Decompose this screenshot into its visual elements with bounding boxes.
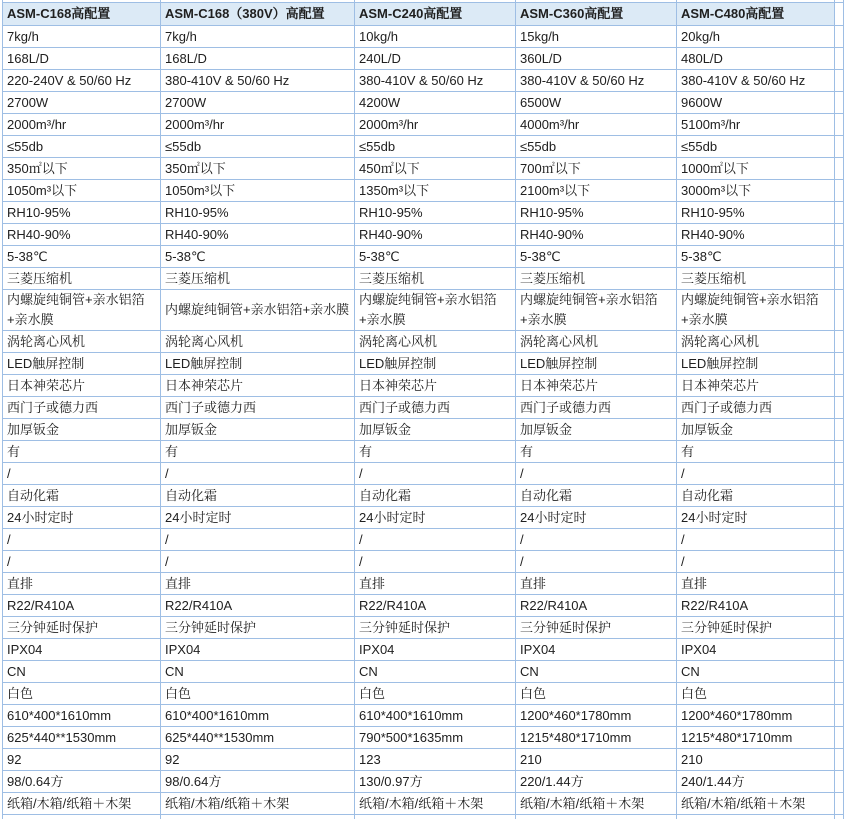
grid-spacer-cell bbox=[835, 815, 844, 819]
table-cell[interactable]: 涡轮离心风机 bbox=[677, 331, 835, 353]
table-cell[interactable]: 1215*480*1710mm bbox=[677, 727, 835, 749]
grid-spacer-cell bbox=[835, 202, 844, 224]
table-cell[interactable]: 加厚钣金 bbox=[2, 419, 161, 441]
table-cell[interactable]: 1050m³以下 bbox=[2, 180, 161, 202]
table-cell[interactable]: 有 bbox=[161, 441, 355, 463]
grid-spacer-cell bbox=[835, 441, 844, 463]
table-cell[interactable]: 2100m³以下 bbox=[516, 180, 677, 202]
table-cell[interactable]: 三分钟延时保护 bbox=[516, 617, 677, 639]
table-row bbox=[2, 463, 844, 485]
table-row bbox=[2, 92, 844, 114]
table-cell[interactable]: 日本神荣芯片 bbox=[516, 375, 677, 397]
table-cell[interactable]: 24小时定时 bbox=[2, 507, 161, 529]
grid-spacer-cell bbox=[835, 158, 844, 180]
table-cell[interactable]: 9600W bbox=[677, 92, 835, 114]
grid-spacer-cell bbox=[835, 114, 844, 136]
table-cell[interactable]: 5100m³/hr bbox=[677, 114, 835, 136]
table-cell[interactable]: 西门子或德力西 bbox=[677, 397, 835, 419]
table-cell[interactable]: RH10-95% bbox=[355, 202, 516, 224]
table-cell[interactable]: 日本神荣芯片 bbox=[2, 375, 161, 397]
table-row bbox=[2, 375, 844, 397]
table-cell[interactable]: 123 bbox=[355, 749, 516, 771]
table-cell[interactable]: RH10-95% bbox=[677, 202, 835, 224]
table-cell[interactable]: 三菱压缩机 bbox=[161, 268, 355, 290]
grid-spacer-cell bbox=[835, 331, 844, 353]
table-cell[interactable]: / bbox=[516, 551, 677, 573]
table-cell[interactable]: 三菱压缩机 bbox=[2, 268, 161, 290]
grid-spacer-cell bbox=[835, 683, 844, 705]
table-cell[interactable]: 直排 bbox=[2, 573, 161, 595]
table-cell[interactable]: 7kg/h bbox=[161, 26, 355, 48]
column-header[interactable]: ASM-C480高配置 bbox=[677, 3, 835, 26]
table-cell[interactable]: 三分钟延时保护 bbox=[2, 617, 161, 639]
table-cell[interactable]: 15kg/h bbox=[516, 26, 677, 48]
table-cell[interactable]: 2700W bbox=[2, 92, 161, 114]
table-row bbox=[2, 485, 844, 507]
grid-spacer-cell bbox=[835, 529, 844, 551]
table-cell[interactable]: 加厚钣金 bbox=[161, 419, 355, 441]
table-cell[interactable]: 1200*460*1780mm bbox=[516, 705, 677, 727]
table-cell[interactable]: 直排 bbox=[161, 573, 355, 595]
table-cell[interactable]: 有 bbox=[355, 441, 516, 463]
grid-spacer-cell bbox=[355, 815, 516, 819]
table-cell[interactable]: 纸箱/木箱/纸箱＋木架 bbox=[2, 793, 161, 815]
table-cell[interactable]: 日本神荣芯片 bbox=[677, 375, 835, 397]
table-cell[interactable]: / bbox=[355, 551, 516, 573]
table-cell[interactable]: 5-38℃ bbox=[2, 246, 161, 268]
table-row bbox=[2, 290, 844, 331]
table-cell[interactable]: 有 bbox=[516, 441, 677, 463]
grid-spacer-cell bbox=[835, 551, 844, 573]
table-cell[interactable]: 10kg/h bbox=[355, 26, 516, 48]
column-header[interactable]: ASM-C360高配置 bbox=[516, 3, 677, 26]
table-cell[interactable]: 2000m³/hr bbox=[355, 114, 516, 136]
table-row bbox=[2, 136, 844, 158]
table-cell[interactable]: IPX04 bbox=[516, 639, 677, 661]
table-cell[interactable]: 2000m³/hr bbox=[161, 114, 355, 136]
table-cell[interactable]: ≤55db bbox=[677, 136, 835, 158]
grid-spacer-cell bbox=[161, 815, 355, 819]
table-cell[interactable]: 480L/D bbox=[677, 48, 835, 70]
table-cell[interactable]: 3000m³以下 bbox=[677, 180, 835, 202]
table-cell[interactable]: 380-410V & 50/60 Hz bbox=[677, 70, 835, 92]
table-row bbox=[2, 224, 844, 246]
table-cell[interactable]: IPX04 bbox=[355, 639, 516, 661]
table-cell[interactable]: 内螺旋纯铜管+亲水铝箔+亲水膜 bbox=[355, 290, 516, 331]
table-cell[interactable]: CN bbox=[161, 661, 355, 683]
table-cell[interactable]: / bbox=[2, 463, 161, 485]
table-row bbox=[2, 158, 844, 180]
table-cell[interactable]: 790*500*1635mm bbox=[355, 727, 516, 749]
grid-spacer-cell bbox=[835, 268, 844, 290]
table-cell[interactable]: 三菱压缩机 bbox=[355, 268, 516, 290]
table-cell[interactable]: 24小时定时 bbox=[516, 507, 677, 529]
table-cell[interactable]: 2000m³/hr bbox=[2, 114, 161, 136]
grid-spacer-cell bbox=[835, 705, 844, 727]
table-cell[interactable]: R22/R410A bbox=[677, 595, 835, 617]
table-cell[interactable]: 220/1.44方 bbox=[516, 771, 677, 793]
table-cell[interactable]: 98/0.64方 bbox=[2, 771, 161, 793]
table-cell[interactable]: 24小时定时 bbox=[161, 507, 355, 529]
grid-spacer-cell bbox=[835, 771, 844, 793]
grid-spacer-cell bbox=[835, 136, 844, 158]
grid-spacer-cell bbox=[835, 485, 844, 507]
table-cell[interactable]: 加厚钣金 bbox=[355, 419, 516, 441]
table-cell[interactable]: / bbox=[677, 463, 835, 485]
table-cell[interactable]: 涡轮离心风机 bbox=[161, 331, 355, 353]
table-row bbox=[2, 639, 844, 661]
table-cell[interactable]: 西门子或德力西 bbox=[355, 397, 516, 419]
table-row bbox=[2, 595, 844, 617]
table-row bbox=[2, 114, 844, 136]
table-cell[interactable]: / bbox=[161, 463, 355, 485]
table-row bbox=[2, 246, 844, 268]
grid-spacer-cell bbox=[835, 661, 844, 683]
grid-spacer-cell bbox=[835, 48, 844, 70]
table-cell[interactable]: LED触屏控制 bbox=[355, 353, 516, 375]
table-cell[interactable]: LED触屏控制 bbox=[516, 353, 677, 375]
table-cell[interactable]: 450㎡以下 bbox=[355, 158, 516, 180]
table-cell[interactable]: 涡轮离心风机 bbox=[355, 331, 516, 353]
grid-spacer-cell bbox=[835, 92, 844, 114]
table-cell[interactable]: 内螺旋纯铜管+亲水铝箔+亲水膜 bbox=[516, 290, 677, 331]
grid-spacer-cell bbox=[835, 290, 844, 331]
table-cell[interactable]: 210 bbox=[677, 749, 835, 771]
table-cell[interactable]: 自动化霜 bbox=[516, 485, 677, 507]
table-cell[interactable]: / bbox=[677, 551, 835, 573]
table-cell[interactable]: 日本神荣芯片 bbox=[161, 375, 355, 397]
table-cell[interactable]: IPX04 bbox=[2, 639, 161, 661]
table-cell[interactable]: 1200*460*1780mm bbox=[677, 705, 835, 727]
table-row bbox=[2, 441, 844, 463]
table-cell[interactable]: 24小时定时 bbox=[677, 507, 835, 529]
table-cell[interactable]: RH40-90% bbox=[161, 224, 355, 246]
table-cell[interactable]: / bbox=[2, 529, 161, 551]
table-row bbox=[2, 617, 844, 639]
table-cell[interactable]: / bbox=[2, 551, 161, 573]
table-cell[interactable]: 4000m³/hr bbox=[516, 114, 677, 136]
table-row bbox=[2, 749, 844, 771]
table-cell[interactable]: / bbox=[516, 463, 677, 485]
table-cell[interactable]: 西门子或德力西 bbox=[161, 397, 355, 419]
grid-spacer-cell bbox=[835, 70, 844, 92]
spec-table bbox=[2, 0, 844, 819]
table-cell[interactable]: 380-410V & 50/60 Hz bbox=[161, 70, 355, 92]
grid-spacer-cell bbox=[835, 246, 844, 268]
table-row bbox=[2, 397, 844, 419]
table-cell[interactable]: IPX04 bbox=[161, 639, 355, 661]
table-cell[interactable]: CN bbox=[516, 661, 677, 683]
table-cell[interactable]: 白色 bbox=[516, 683, 677, 705]
table-cell[interactable]: R22/R410A bbox=[2, 595, 161, 617]
table-cell[interactable]: / bbox=[677, 529, 835, 551]
table-cell[interactable]: 直排 bbox=[516, 573, 677, 595]
table-row bbox=[2, 507, 844, 529]
grid-spacer-cell bbox=[2, 815, 161, 819]
table-cell[interactable]: 有 bbox=[677, 441, 835, 463]
table-cell[interactable]: 350㎡以下 bbox=[161, 158, 355, 180]
table-cell[interactable]: LED触屏控制 bbox=[677, 353, 835, 375]
table-cell[interactable]: LED触屏控制 bbox=[161, 353, 355, 375]
table-cell[interactable]: 7kg/h bbox=[2, 26, 161, 48]
table-cell[interactable]: 白色 bbox=[161, 683, 355, 705]
table-cell[interactable]: 三分钟延时保护 bbox=[161, 617, 355, 639]
table-cell[interactable]: 380-410V & 50/60 Hz bbox=[355, 70, 516, 92]
table-cell[interactable]: ≤55db bbox=[2, 136, 161, 158]
table-cell[interactable]: ≤55db bbox=[161, 136, 355, 158]
grid-spacer-cell bbox=[835, 224, 844, 246]
table-row bbox=[2, 331, 844, 353]
grid-spacer-cell bbox=[835, 727, 844, 749]
table-cell[interactable]: 610*400*1610mm bbox=[355, 705, 516, 727]
table-cell[interactable]: 直排 bbox=[677, 573, 835, 595]
table-cell[interactable]: RH10-95% bbox=[516, 202, 677, 224]
grid-spacer-cell bbox=[835, 463, 844, 485]
table-row bbox=[2, 661, 844, 683]
table-cell[interactable]: CN bbox=[355, 661, 516, 683]
table-cell[interactable]: 92 bbox=[161, 749, 355, 771]
table-cell[interactable]: 纸箱/木箱/纸箱＋木架 bbox=[516, 793, 677, 815]
table-cell[interactable]: 380-410V & 50/60 Hz bbox=[516, 70, 677, 92]
table-cell[interactable]: 内螺旋纯铜管+亲水铝箔+亲水膜 bbox=[677, 290, 835, 331]
table-cell[interactable]: / bbox=[355, 463, 516, 485]
table-cell[interactable]: 168L/D bbox=[2, 48, 161, 70]
table-cell[interactable]: 三分钟延时保护 bbox=[677, 617, 835, 639]
table-cell[interactable]: 白色 bbox=[355, 683, 516, 705]
table-cell[interactable]: 西门子或德力西 bbox=[2, 397, 161, 419]
table-cell[interactable]: ≤55db bbox=[355, 136, 516, 158]
grid-spacer-cell bbox=[835, 375, 844, 397]
table-cell[interactable]: 350㎡以下 bbox=[2, 158, 161, 180]
table-cell[interactable]: RH40-90% bbox=[516, 224, 677, 246]
table-cell[interactable]: 168L/D bbox=[161, 48, 355, 70]
table-row bbox=[2, 705, 844, 727]
table-cell[interactable]: 130/0.97方 bbox=[355, 771, 516, 793]
table-cell[interactable]: 5-38℃ bbox=[355, 246, 516, 268]
table-cell[interactable]: 自动化霜 bbox=[161, 485, 355, 507]
table-cell[interactable]: 24小时定时 bbox=[355, 507, 516, 529]
table-cell[interactable]: 5-38℃ bbox=[161, 246, 355, 268]
table-cell[interactable]: 加厚钣金 bbox=[677, 419, 835, 441]
table-cell[interactable]: 2700W bbox=[161, 92, 355, 114]
table-row bbox=[2, 48, 844, 70]
table-row bbox=[2, 727, 844, 749]
table-cell[interactable]: 610*400*1610mm bbox=[161, 705, 355, 727]
column-header[interactable]: ASM-C168高配置 bbox=[2, 3, 161, 26]
table-cell[interactable]: LED触屏控制 bbox=[2, 353, 161, 375]
table-cell[interactable]: IPX04 bbox=[677, 639, 835, 661]
table-cell[interactable]: 220-240V & 50/60 Hz bbox=[2, 70, 161, 92]
table-cell[interactable]: / bbox=[355, 529, 516, 551]
table-row bbox=[2, 573, 844, 595]
table-row bbox=[2, 683, 844, 705]
table-cell[interactable]: 自动化霜 bbox=[355, 485, 516, 507]
table-cell[interactable]: 98/0.64方 bbox=[161, 771, 355, 793]
grid-spacer-cell bbox=[677, 815, 835, 819]
table-cell[interactable]: 白色 bbox=[2, 683, 161, 705]
table-cell[interactable]: 4200W bbox=[355, 92, 516, 114]
table-cell[interactable]: 5-38℃ bbox=[677, 246, 835, 268]
table-cell[interactable]: 625*440**1530mm bbox=[2, 727, 161, 749]
table-cell[interactable]: 纸箱/木箱/纸箱＋木架 bbox=[355, 793, 516, 815]
table-cell[interactable]: 20kg/h bbox=[677, 26, 835, 48]
table-cell[interactable]: 5-38℃ bbox=[516, 246, 677, 268]
grid-spacer-cell bbox=[835, 3, 844, 26]
table-cell[interactable]: 日本神荣芯片 bbox=[355, 375, 516, 397]
table-cell[interactable]: 自动化霜 bbox=[677, 485, 835, 507]
table-cell[interactable]: 加厚钣金 bbox=[516, 419, 677, 441]
table-cell[interactable]: 1350m³以下 bbox=[355, 180, 516, 202]
grid-spacer-cell bbox=[835, 749, 844, 771]
table-cell[interactable]: 700㎡以下 bbox=[516, 158, 677, 180]
table-cell[interactable]: 纸箱/木箱/纸箱＋木架 bbox=[161, 793, 355, 815]
table-row bbox=[2, 180, 844, 202]
table-cell[interactable]: / bbox=[161, 551, 355, 573]
grid-spacer-cell bbox=[835, 397, 844, 419]
table-cell[interactable]: CN bbox=[2, 661, 161, 683]
table-cell[interactable]: 涡轮离心风机 bbox=[516, 331, 677, 353]
grid-spacer-cell bbox=[835, 573, 844, 595]
table-cell[interactable]: 三分钟延时保护 bbox=[355, 617, 516, 639]
column-header[interactable]: ASM-C168（380V）高配置 bbox=[161, 3, 355, 26]
table-cell[interactable]: 360L/D bbox=[516, 48, 677, 70]
table-row bbox=[2, 793, 844, 815]
table-cell[interactable]: CN bbox=[677, 661, 835, 683]
table-cell[interactable]: 625*440**1530mm bbox=[161, 727, 355, 749]
table-cell[interactable]: 西门子或德力西 bbox=[516, 397, 677, 419]
table-cell[interactable]: RH40-90% bbox=[355, 224, 516, 246]
table-cell[interactable]: 有 bbox=[2, 441, 161, 463]
grid-spacer-cell bbox=[835, 793, 844, 815]
table-row bbox=[2, 202, 844, 224]
table-cell[interactable]: 内螺旋纯铜管+亲水铝箔+亲水膜 bbox=[2, 290, 161, 331]
table-cell[interactable]: 涡轮离心风机 bbox=[2, 331, 161, 353]
table-row bbox=[2, 26, 844, 48]
table-cell[interactable]: R22/R410A bbox=[355, 595, 516, 617]
table-cell[interactable]: 内螺旋纯铜管+亲水铝箔+亲水膜 bbox=[161, 290, 355, 331]
table-cell[interactable]: 610*400*1610mm bbox=[2, 705, 161, 727]
table-row bbox=[2, 353, 844, 375]
table-cell[interactable]: 1000㎡以下 bbox=[677, 158, 835, 180]
grid-spacer-cell bbox=[835, 419, 844, 441]
table-cell[interactable]: R22/R410A bbox=[161, 595, 355, 617]
grid-spacer-cell bbox=[835, 639, 844, 661]
table-row bbox=[2, 419, 844, 441]
table-row bbox=[2, 771, 844, 793]
table-cell[interactable]: 1215*480*1710mm bbox=[516, 727, 677, 749]
table-row bbox=[2, 70, 844, 92]
table-cell[interactable]: ≤55db bbox=[516, 136, 677, 158]
table-cell[interactable]: 自动化霜 bbox=[2, 485, 161, 507]
table-cell[interactable]: 210 bbox=[516, 749, 677, 771]
table-cell[interactable]: / bbox=[161, 529, 355, 551]
table-cell[interactable]: / bbox=[516, 529, 677, 551]
spec-table-body bbox=[2, 0, 844, 819]
table-cell[interactable]: 92 bbox=[2, 749, 161, 771]
table-cell[interactable]: RH40-90% bbox=[677, 224, 835, 246]
table-cell[interactable]: 6500W bbox=[516, 92, 677, 114]
grid-spacer-cell bbox=[835, 353, 844, 375]
table-cell[interactable]: RH10-95% bbox=[161, 202, 355, 224]
grid-spacer-cell bbox=[835, 507, 844, 529]
table-row bbox=[2, 551, 844, 573]
table-cell[interactable]: 1050m³以下 bbox=[161, 180, 355, 202]
grid-spacer-cell bbox=[835, 180, 844, 202]
grid-spacer-cell bbox=[835, 617, 844, 639]
grid-spacer-cell bbox=[516, 815, 677, 819]
table-cell[interactable]: RH10-95% bbox=[2, 202, 161, 224]
table-row bbox=[2, 529, 844, 551]
table-cell[interactable]: 240L/D bbox=[355, 48, 516, 70]
table-cell[interactable]: 240/1.44方 bbox=[677, 771, 835, 793]
table-cell[interactable]: R22/R410A bbox=[516, 595, 677, 617]
table-cell[interactable]: 白色 bbox=[677, 683, 835, 705]
table-cell[interactable]: 三菱压缩机 bbox=[677, 268, 835, 290]
table-cell[interactable]: 直排 bbox=[355, 573, 516, 595]
table-cell[interactable]: RH40-90% bbox=[2, 224, 161, 246]
grid-spacer-cell bbox=[835, 595, 844, 617]
table-cell[interactable]: 三菱压缩机 bbox=[516, 268, 677, 290]
table-row bbox=[2, 268, 844, 290]
grid-spacer-cell bbox=[835, 26, 844, 48]
table-cell[interactable]: 纸箱/木箱/纸箱＋木架 bbox=[677, 793, 835, 815]
column-header[interactable]: ASM-C240高配置 bbox=[355, 3, 516, 26]
